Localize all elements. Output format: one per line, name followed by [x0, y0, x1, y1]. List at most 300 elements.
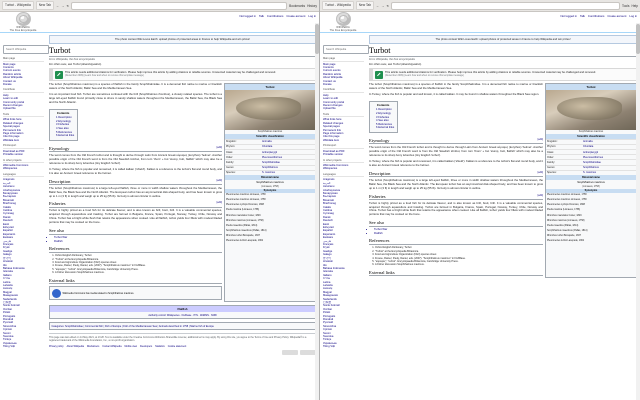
tab-new[interactable]: New Tab — [36, 1, 54, 10]
toc-item[interactable]: 1 Description — [56, 116, 72, 120]
sidebar-item-learntoedit[interactable]: Learn to edit — [323, 97, 338, 101]
back-icon[interactable]: ← — [376, 3, 380, 8]
language-item[interactable]: Aragonés — [3, 178, 15, 182]
sidebar-item-random[interactable]: Random article — [323, 72, 342, 76]
language-item[interactable]: Latviešu — [323, 283, 334, 287]
sidebar-item-mainpage[interactable]: Main page — [3, 62, 16, 66]
sidebar-item-contact[interactable]: Contact us — [3, 79, 16, 83]
language-item[interactable]: Français — [323, 243, 334, 247]
etymology-paragraph-2: In Turkey, where the fish is popular and renowned, it is called kalkan ('shield'). Kalkan is a reference to the turbot's flat and round body, and it is also an Ancient Greek reference to the helmet. — [49, 166, 222, 175]
language-item[interactable]: Deutsch — [3, 219, 13, 223]
language-item[interactable]: Ido — [3, 263, 7, 267]
taxobox-row — [546, 154, 636, 159]
toc-item[interactable]: 4 See also — [376, 119, 389, 123]
language-item[interactable]: Norsk bokmål — [323, 304, 340, 308]
references-list — [49, 254, 222, 274]
description-paragraph: The turbot (Scophthalmus maximus) is a large left-eyed flatfish, three or more in width shallow waters throughout the Mediterranean, the Baltic Sea, the Black Sea and the North Atlantic. The European turbot has an asymmetrical disk-shaped body, and has been known to grow up to 1 m (3 ft) in length and weigh up to 25 kg (55 lb). Its body is almost circular in outline. — [369, 177, 543, 190]
sidebar-item-downloadpdf[interactable]: Download as PDF — [323, 149, 345, 153]
maintenance-text: This article needs additional citations for verification. Please help improve this article by adding citations to reliable sources. Unsourced material may be challenged and removed. — [385, 70, 596, 74]
language-item[interactable]: Esperanto — [323, 232, 336, 236]
maintenance-text: This article needs additional citations for verification. Please help improve this article by adding citations to reliable sources. Unsourced material may be challenged and removed. — [65, 70, 276, 74]
language-item[interactable]: Polski — [3, 311, 11, 315]
reference-item: 1. Oxford English Dictionary, Turbot — [55, 254, 222, 257]
user-link-login[interactable]: Log in — [308, 14, 316, 18]
language-item[interactable]: Latina — [323, 280, 331, 284]
language-item[interactable]: Galego — [3, 253, 12, 257]
language-item[interactable]: Occitan — [323, 307, 333, 311]
commons-icon — [52, 289, 61, 298]
sidebar-item-random[interactable]: Random article — [3, 72, 22, 76]
page-title: Turbot — [369, 46, 637, 57]
taxobox-value[interactable]: Pleuronectiformes — [262, 155, 283, 159]
sidebar-item-donate[interactable]: Donate — [3, 82, 12, 86]
reference-item: 5. "κόρυφος", "turbot". Encyclopaedia Britannica, Cambridge University Press. — [375, 260, 543, 263]
language-item[interactable]: 日本語 — [3, 300, 12, 304]
language-item[interactable]: Српски — [323, 328, 332, 332]
toc-item[interactable]: 2 Etymology — [376, 111, 391, 115]
sidebar-item-permanentlink[interactable]: Permanent link — [3, 128, 21, 132]
language-item[interactable]: Deutsch — [323, 219, 333, 223]
taxobox-row — [546, 144, 636, 149]
language-item[interactable]: Español — [3, 229, 13, 233]
sidebar-item-downloadpdf[interactable]: Download as PDF — [3, 149, 25, 153]
wikipedia-logo[interactable] — [320, 12, 366, 32]
toc-item[interactable]: 2 Etymology — [56, 119, 71, 123]
logo-wordmark: WIKIPEDIA — [16, 26, 30, 29]
fisheries-paragraph: Turbot is highly prized as a food fish for its delicate flavour, and is also known as brill, brett, brill. It is a valuable commercial species, acquired through aquaculture and trawling. Turbot are farmed in Bulgaria, France, Spain, Portugal, Norway, Turkey, Chile, Norway and China. Turbot has a bright white flesh that retains the appearance when cooked. Like all flatfish, turbot yields four fillets with modest bladed portions that may be cooked on the bone. — [369, 200, 543, 217]
language-item[interactable]: العربية — [323, 181, 331, 185]
language-item[interactable]: Svenska — [3, 335, 14, 339]
tab-turbot[interactable]: Turbot - Wikipedia — [322, 1, 354, 10]
sidebar-heading-contribute: Contribute — [323, 88, 364, 93]
sidebar-item-contents[interactable]: Contents — [323, 65, 334, 69]
language-item[interactable]: Română — [323, 318, 334, 321]
sidebar-item-uploadfile[interactable]: Upload file — [3, 107, 16, 111]
hatnote: For other uses, see Turbot (disambiguation). — [369, 63, 422, 67]
category-item[interactable]: Fish of Europe — [104, 324, 122, 328]
taxobox — [545, 83, 637, 278]
toc-item[interactable]: 6 External links — [376, 126, 395, 130]
language-item[interactable]: Cymraeg — [3, 212, 14, 216]
wikipedia-page — [0, 12, 319, 400]
taxobox-value[interactable]: Chordata — [583, 145, 594, 149]
sidebar-item-currentevents[interactable]: Current events — [3, 69, 21, 73]
language-item[interactable]: Македонски — [323, 294, 338, 298]
language-item[interactable]: Português — [323, 314, 336, 318]
sidebar-item-editlinks[interactable]: Tiếng Việt — [323, 345, 335, 349]
user-link-notloggedin[interactable]: Not logged in — [239, 14, 256, 18]
language-item[interactable]: Català — [3, 205, 11, 209]
sidebar-item-about[interactable]: About Wikipedia — [323, 76, 343, 80]
taxobox-value[interactable]: Scophthalmidae — [583, 161, 601, 165]
taxobox-key: Family: — [547, 161, 556, 165]
user-link-createaccount[interactable]: Create account — [607, 14, 627, 18]
language-item[interactable]: Latviešu — [3, 283, 14, 287]
user-link-contributions[interactable]: Contributions — [587, 14, 605, 18]
reload-icon[interactable]: ↻ — [386, 3, 390, 8]
language-item[interactable]: Türkçe — [323, 338, 332, 342]
sidebar-item-citethispage[interactable]: Cite this page — [323, 135, 340, 139]
language-item[interactable]: Azərbaycanca — [3, 188, 21, 192]
section-heading-seealso: See also — [369, 220, 543, 227]
synonym-item: Psetta maxima (Linnaeus, 1758) — [226, 209, 260, 212]
sidebar-item-editlinks[interactable]: Tiếng Việt — [3, 345, 15, 349]
sidebar-item-contents[interactable]: Contents — [3, 65, 14, 69]
footer-link-developers[interactable]: Developers — [140, 344, 153, 348]
language-item[interactable]: Frysk — [323, 246, 330, 250]
reference-item: 4. Froese, Rainer; Pauly, Daniel, eds. (2007). "Scophthalmus maximus" in FishBase. — [55, 264, 222, 267]
address-bar[interactable] — [71, 2, 287, 10]
taxobox-section-synonyms: Synonyms — [546, 189, 636, 194]
sidebar-item-wikispecies[interactable]: Wikispecies — [323, 167, 338, 171]
back-icon[interactable]: ← — [56, 3, 60, 8]
language-item[interactable]: Magyar — [323, 290, 332, 294]
language-item[interactable]: فارسی — [323, 239, 331, 243]
maintenance-banner — [369, 68, 637, 81]
language-item[interactable]: Hrvatski — [3, 260, 13, 264]
see-also-list — [49, 236, 222, 243]
forward-icon[interactable]: → — [61, 3, 65, 8]
sidebar-group-navigation — [3, 57, 44, 86]
footer-link-disclaimers[interactable]: Disclaimers — [86, 344, 100, 348]
page-scrollbar[interactable] — [636, 23, 640, 400]
language-item[interactable]: Slovenčina — [3, 324, 17, 328]
synonym-item: Rhombus maximus (Linnaeus, 1758) — [226, 219, 264, 222]
language-item[interactable]: Suomi — [3, 331, 11, 335]
edit-link[interactable]: [edit] — [537, 170, 543, 174]
sidebar-item-help[interactable]: Help — [323, 93, 329, 97]
menu-help[interactable]: Help — [631, 3, 638, 8]
user-link-createaccount[interactable]: Create account — [286, 14, 306, 18]
category-item[interactable]: Marine fish of Europe — [190, 324, 214, 328]
language-item[interactable]: Frysk — [3, 246, 10, 250]
sidebar-item-printable[interactable]: Printable version — [3, 153, 24, 157]
taxobox-row — [225, 139, 315, 144]
language-item[interactable]: Dansk — [323, 215, 331, 219]
taxobox-value[interactable]: Pleuronectiformes — [583, 155, 604, 159]
tab-turbot[interactable]: Turbot - Wikipedia — [2, 1, 34, 10]
taxobox-value[interactable]: Chordata — [262, 145, 273, 149]
language-item[interactable]: Bahasa Indonesia — [3, 266, 25, 270]
language-item[interactable]: Português — [3, 314, 16, 318]
category-item[interactable]: Scophthalmidae — [65, 324, 83, 328]
sidebar-item-specialpages[interactable]: Special pages — [3, 125, 20, 129]
sidebar-item-wikidata[interactable]: Wikidata item — [3, 138, 20, 142]
language-item[interactable]: 한국어 — [323, 256, 331, 260]
sidebar-item-relatedchanges[interactable]: Related changes — [323, 121, 344, 125]
language-item[interactable]: Ido — [323, 263, 327, 267]
language-item[interactable]: Беларуская — [323, 191, 338, 195]
forward-icon[interactable]: → — [381, 3, 385, 8]
language-item[interactable]: Suomi — [323, 331, 331, 335]
language-item[interactable]: Íslenska — [3, 270, 13, 274]
language-item[interactable]: Latina — [3, 280, 11, 284]
sidebar-item-citethispage[interactable]: Cite this page — [3, 135, 20, 139]
taxobox-section-classification: Scientific classification — [225, 134, 315, 139]
search-box[interactable] — [323, 37, 364, 55]
globe-icon — [16, 12, 31, 26]
language-item[interactable]: Eesti — [3, 222, 9, 226]
scrollbar-thumb[interactable] — [636, 24, 640, 54]
taxobox-value[interactable]: Scophthalmidae — [262, 161, 280, 165]
taxobox-title: Turbot — [225, 84, 315, 90]
language-item[interactable]: Čeština — [323, 209, 333, 212]
reference-item: 5. "κόρυφος", "turbot". Encyclopaedia Britannica, Cambridge University Press. — [55, 268, 222, 271]
language-item[interactable]: Nederlands — [3, 297, 17, 301]
language-item[interactable]: Български — [323, 195, 336, 199]
footer-link-contact[interactable]: Contact Wikipedia — [102, 344, 122, 348]
section-title: Etymology — [49, 145, 70, 151]
sidebar-heading-languages: Languages — [3, 173, 44, 178]
tab-new[interactable]: New Tab — [356, 1, 374, 10]
see-also-item[interactable]: • Turbot War — [374, 228, 543, 232]
see-also-item[interactable]: • Turbot War — [54, 236, 222, 240]
footer-link-about[interactable]: About Wikipedia — [66, 344, 84, 348]
language-item[interactable]: Türkçe — [3, 338, 12, 342]
language-item[interactable]: Eesti — [323, 222, 329, 226]
category-item[interactable]: Commercial fish — [84, 324, 103, 328]
toc-item[interactable]: 5 References — [376, 122, 392, 126]
toc-item[interactable]: 4 See also — [56, 126, 69, 130]
sidebar-item-wikidata[interactable]: Wikidata item — [323, 138, 340, 142]
reload-icon[interactable]: ↻ — [66, 3, 70, 8]
language-item[interactable]: Euskara — [323, 236, 333, 240]
taxobox-value[interactable]: Scophthalmus — [583, 166, 599, 170]
see-also-item[interactable]: • Flatfish — [54, 240, 222, 244]
language-item[interactable]: العربية — [3, 181, 11, 185]
taxobox-value[interactable]: Actinopterygii — [262, 150, 278, 154]
sidebar-item-donate[interactable]: Donate — [323, 82, 332, 86]
sidebar-item-recentchanges[interactable]: Recent changes — [323, 104, 343, 108]
language-item[interactable]: Asturianu — [3, 185, 15, 189]
taxobox — [224, 83, 316, 302]
edit-link[interactable]: [edit] — [537, 137, 543, 141]
taxobox-row — [225, 154, 315, 159]
language-item[interactable]: Српски — [3, 328, 12, 332]
language-item[interactable]: Русский — [323, 321, 333, 325]
footer-link-statistics[interactable]: Statistics — [155, 344, 165, 348]
language-item[interactable]: Lietuvių — [3, 287, 13, 291]
user-link-talk[interactable]: Talk — [579, 14, 585, 18]
references-list — [369, 246, 543, 266]
category-item[interactable]: Fish of the Mediterranean Sea — [123, 324, 157, 328]
sidebar-item-mainpage[interactable]: Main page — [323, 62, 336, 66]
language-item[interactable]: Galego — [323, 253, 332, 257]
language-item[interactable]: Cymraeg — [323, 212, 334, 216]
language-item[interactable]: Azərbaycanca — [323, 188, 341, 192]
scrollbar-thumb[interactable] — [315, 24, 319, 54]
sidebar-item-whatlinkshere[interactable]: What links here — [3, 118, 22, 122]
taxobox-row — [546, 149, 636, 154]
reference-item: 4. Froese, Rainer; Pauly, Daniel, eds. (2007). "Scophthalmus maximus" in FishBase. — [375, 257, 543, 260]
see-also-item[interactable]: • Flatfish — [374, 232, 543, 236]
language-item[interactable]: Hrvatski — [323, 260, 333, 264]
section-heading-seealso: See also — [49, 228, 222, 235]
sidebar-item-currentevents[interactable]: Current events — [323, 69, 341, 73]
wiki-header-right — [320, 12, 640, 33]
sidebar-item-relatedchanges[interactable]: Related changes — [3, 121, 24, 125]
toc-heading: Contents — [56, 111, 70, 116]
language-item[interactable]: Aragonés — [323, 178, 335, 182]
sidebar-item-learntoedit[interactable]: Learn to edit — [3, 97, 18, 101]
synonym-item: Scophthalmus maeoticus (Pallas, 1814) — [226, 229, 267, 232]
search-box[interactable] — [3, 37, 44, 55]
binomial-name: Scophthalmus maximus — [577, 180, 605, 184]
taxobox-value[interactable]: S. maximus — [583, 171, 597, 175]
page-scrollbar[interactable] — [315, 23, 319, 400]
menu-bookmarks[interactable]: Bookmarks — [289, 3, 306, 8]
taxobox-section-classification: Scientific classification — [546, 134, 636, 139]
sidebar-item-specialpages[interactable]: Special pages — [323, 125, 340, 129]
language-item[interactable]: Bosanski — [323, 198, 334, 202]
language-item[interactable]: Euskara — [3, 236, 13, 240]
taxobox-value[interactable]: Animalia — [262, 140, 272, 144]
menu-history[interactable]: History — [307, 3, 317, 8]
footer-link-mobileview[interactable]: Mobile view — [124, 344, 138, 348]
taxobox-row — [225, 149, 315, 154]
language-item[interactable]: Polski — [323, 311, 331, 315]
language-item[interactable]: Gaeilge — [3, 249, 13, 253]
taxobox-value[interactable]: Animalia — [583, 140, 593, 144]
maintenance-date: (December 2009) (Learn how and when to remove this template message) — [65, 74, 144, 78]
language-item[interactable]: Gaeilge — [323, 249, 333, 253]
wikipedia-logo[interactable] — [0, 12, 46, 32]
sidebar-item-printable[interactable]: Printable version — [323, 153, 344, 157]
language-item[interactable]: 日本語 — [323, 300, 332, 304]
toc-item[interactable]: 6 External links — [56, 134, 75, 138]
language-item[interactable]: فارسی — [3, 239, 11, 243]
language-item[interactable]: עברית — [323, 277, 331, 281]
language-item[interactable]: Magyar — [3, 290, 12, 294]
sidebar-item-pageinformation[interactable]: Page information — [323, 132, 344, 135]
article-body — [369, 83, 543, 278]
sidebar-heading-otherprojects: In other projects — [3, 159, 44, 164]
section-heading-fisheries — [49, 201, 222, 208]
language-item[interactable]: 한국어 — [3, 256, 11, 260]
etymology-paragraph-1: The word comes from the Old French turbot and is thought to derive through Latin from Ancient Greek κόρυφος (korythos) 'helmet'. Another possible origin of the Old French word is from the Old Swedish törnbut, from torn 'thorn' + but 'stump, butt, flatfish' which may also be a reference to its sharp bony tubercles (tiny English 'turbot'). — [49, 152, 222, 165]
language-item[interactable]: Español — [323, 229, 333, 233]
language-item[interactable]: Slovenčina — [323, 324, 337, 328]
sidebar-item-commons[interactable]: Wikimedia Commons — [3, 164, 29, 168]
sidebar-item-communityportal[interactable]: Community portal — [323, 100, 345, 104]
maintenance-banner — [49, 68, 316, 81]
taxobox-key: Order: — [547, 155, 555, 159]
sidebar-item-permanentlink[interactable]: Permanent link — [323, 128, 341, 132]
wikimedia-badge[interactable] — [282, 350, 298, 355]
taxobox-value[interactable]: Scophthalmus — [262, 166, 278, 170]
sidebar-item-whatlinkshere[interactable]: What links here — [323, 118, 342, 122]
sidebar-item-help[interactable]: Help — [3, 93, 9, 97]
taxobox-row — [225, 170, 315, 175]
language-item[interactable]: Svenska — [323, 335, 334, 339]
language-item[interactable]: Čeština — [3, 209, 13, 212]
sidebar-group-otherprojects — [3, 159, 44, 171]
edit-link[interactable]: [edit] — [537, 193, 543, 197]
sidebar-heading-navigation: Main page — [323, 57, 364, 62]
search-input[interactable] — [3, 45, 49, 54]
language-item[interactable]: Dansk — [3, 215, 11, 219]
language-item[interactable]: Italiano — [3, 273, 12, 277]
synonym-item: Psetta maeotica (Pallas, 1814) — [226, 224, 258, 227]
edit-link[interactable]: [edit] — [216, 145, 222, 149]
sidebar-item-about[interactable]: About Wikipedia — [3, 76, 23, 80]
user-links — [366, 12, 640, 32]
navbox — [49, 305, 316, 319]
language-item[interactable]: Lietuvių — [323, 287, 333, 291]
user-link-talk[interactable]: Talk — [258, 14, 264, 18]
language-item[interactable]: Íslenska — [323, 270, 333, 274]
language-item[interactable]: Brezhoneg — [323, 202, 336, 206]
mediawiki-badge[interactable] — [300, 350, 316, 355]
user-link-notloggedin[interactable]: Not logged in — [560, 14, 577, 18]
language-item[interactable]: Bosanski — [3, 198, 14, 202]
edit-link[interactable]: [edit] — [216, 201, 222, 205]
toc-item[interactable]: 3 Fisheries — [376, 115, 390, 119]
user-link-login[interactable]: Log in — [629, 14, 637, 18]
user-link-contributions[interactable]: Contributions — [266, 14, 284, 18]
sidebar-item-commons[interactable]: Wikimedia Commons — [323, 164, 349, 168]
site-notice: The photo contest Wiki Loves Earth: upload photos of protected areas in France to help Wikipedia and win prizes! — [49, 35, 316, 44]
category-item[interactable]: Animals described in 1758 — [158, 324, 189, 328]
edit-link[interactable]: [edit] — [216, 178, 222, 182]
language-item[interactable]: Bahasa Indonesia — [323, 266, 345, 270]
language-item[interactable]: Українська — [3, 341, 17, 345]
sidebar-item-pageinformation[interactable]: Page information — [3, 132, 24, 135]
language-item[interactable]: Français — [3, 243, 14, 247]
language-item[interactable]: Norsk bokmål — [3, 304, 20, 308]
footer-link-privacy[interactable]: Privacy policy — [49, 344, 64, 348]
sidebar-item-contact[interactable]: Contact us — [323, 79, 336, 83]
toc-item[interactable]: 1 Description — [376, 108, 392, 112]
navbox-body[interactable]: Authority control: Wikispecies · Fishbase · ITIS · WoRMS · NCBI — [50, 312, 315, 318]
menu-tools[interactable]: Tools — [621, 3, 630, 8]
page-footer — [49, 333, 316, 355]
language-item[interactable]: Ελληνικά — [3, 226, 14, 230]
language-item[interactable]: Українська — [323, 341, 337, 345]
footer-link-cookies[interactable]: Cookie statement — [167, 344, 187, 348]
sidebar-group-contribute — [3, 88, 44, 111]
sidebar-item-uploadfile[interactable]: Upload file — [323, 107, 336, 111]
language-item[interactable]: Русский — [3, 321, 13, 325]
language-item[interactable]: Català — [323, 205, 331, 209]
language-item[interactable]: Italiano — [323, 273, 332, 277]
toc-item[interactable]: 3 Fisheries — [56, 123, 70, 127]
synonym-item: Rhombus maculatus Cuvier, 1829 — [226, 214, 261, 217]
language-item[interactable]: Română — [3, 318, 14, 321]
language-item[interactable]: Ελληνικά — [323, 226, 334, 230]
sidebar-item-communityportal[interactable]: Community portal — [3, 100, 25, 104]
toc-item[interactable]: 5 References — [56, 130, 72, 134]
address-bar[interactable] — [391, 2, 620, 10]
language-item[interactable]: Беларуская — [3, 191, 18, 195]
sidebar-group-navigation — [323, 57, 364, 86]
taxobox-key: Kingdom: — [226, 140, 237, 144]
sidebar-item-recentchanges[interactable]: Recent changes — [3, 104, 23, 108]
search-input[interactable] — [323, 45, 369, 54]
description-paragraph: The turbot (Scophthalmus maximus) is a large left-eyed flatfish, three or more in width shallow waters throughout the Mediterranean, the Baltic Sea, the Black Sea and the North Atlantic. The European turbot has an asymmetrical disk-shaped body, and has been known to grow up to 1 m (3 ft) in length and weigh up to 25 kg (55 lb). Its body is almost circular in outline. — [49, 185, 222, 198]
taxobox-value[interactable]: S. maximus — [262, 171, 276, 175]
language-item[interactable]: Brezhoneg — [3, 202, 16, 206]
language-item[interactable]: Български — [3, 195, 16, 199]
language-item[interactable]: Македонски — [3, 294, 18, 298]
taxobox-value[interactable]: Actinopterygii — [583, 150, 599, 154]
language-item[interactable]: Occitan — [3, 307, 13, 311]
language-item[interactable]: Esperanto — [3, 232, 16, 236]
language-item[interactable]: עברית — [3, 277, 11, 281]
language-item[interactable]: Asturianu — [323, 185, 335, 189]
language-item[interactable]: Nederlands — [323, 297, 337, 301]
sidebar-item-wikispecies[interactable]: Wikispecies — [3, 167, 18, 171]
